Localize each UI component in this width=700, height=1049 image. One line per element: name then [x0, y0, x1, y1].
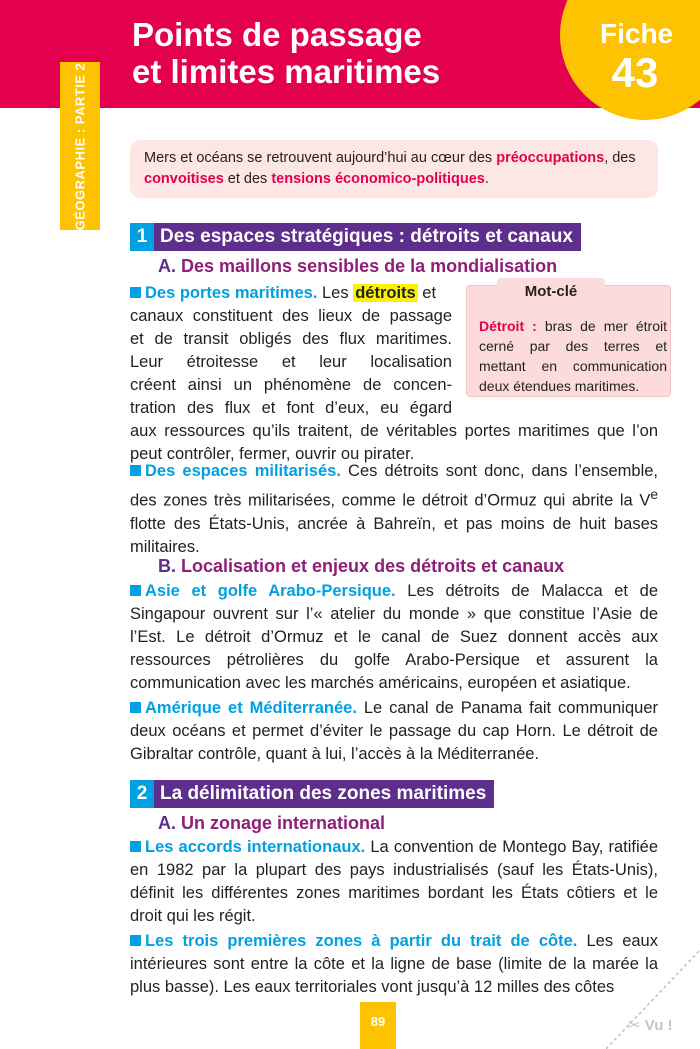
- paragraph-amerique-mediterranee: [130, 697, 658, 766]
- paragraph-lead: Asie et golfe Arabo-Persique.: [145, 582, 396, 600]
- paragraph-accords-internationaux: [130, 836, 658, 928]
- intro-text: et des: [223, 171, 272, 187]
- section-2-heading: [130, 780, 494, 808]
- title-line-1: Points de passage: [132, 16, 422, 53]
- paragraph-text: Ces détroits sont donc, dans l’ensemble, des zones très militarisées, comme le détroit d’Ormuz qui abrite la V: [130, 462, 658, 510]
- highlighted-term: détroits: [355, 284, 416, 302]
- title-line-2: et limites maritimes: [132, 53, 441, 90]
- paragraph-line: tration des flux et font d’eux, eu égard: [130, 399, 452, 417]
- paragraph-portes-maritimes-rest: aux ressources qu’ils traitent, de véritables portes maritimes que l’on peut contrôler, fermer, ouvrir ou pirater.: [130, 422, 658, 463]
- subsection-2a-heading: [158, 813, 385, 834]
- paragraph-text: et: [417, 284, 437, 302]
- paragraph-trois-zones: [130, 930, 658, 999]
- subsection-letter: A.: [158, 813, 176, 833]
- paragraph-line: canaux constituent des lieux de passage: [130, 307, 452, 325]
- keyword-box: [466, 285, 671, 397]
- subsection-1b-heading: [158, 556, 564, 577]
- section-1-heading: [130, 223, 581, 251]
- paragraph-lead: Les accords internationaux.: [145, 838, 366, 856]
- page-title: [132, 16, 440, 90]
- keyword-heading: Mot-clé: [497, 278, 605, 300]
- subsection-letter: B.: [158, 556, 176, 576]
- paragraph-portes-maritimes: [130, 282, 452, 420]
- section-title: Des espaces stratégiques : détroits et canaux: [160, 226, 573, 247]
- bullet-square-icon: [130, 585, 141, 596]
- subsection-title: Un zonage international: [181, 813, 386, 833]
- paragraph-text: La convention de Montego Bay, ratifiée en 1982 par la plupart des pays industrialisés (sauf les États-Unis), définit les différentes zones maritimes bordant les États côtiers et le droit qui les régit.: [130, 838, 658, 925]
- superscript: e: [650, 487, 658, 502]
- bullet-square-icon: [130, 935, 141, 946]
- intro-highlight: tensions économico-politiques: [271, 171, 485, 187]
- intro-text: Mers et océans se retrouvent aujourd’hui au cœur des: [144, 150, 497, 166]
- paragraph-asie-golfe: [130, 580, 658, 695]
- section-title: La délimitation des zones maritimes: [160, 783, 487, 804]
- paragraph-text: Les eaux intérieures sont entre la côte et la ligne de base (limite de la marée la plus basse). Les eaux territoriales vont jusqu’à 12 milles des côtes: [130, 932, 658, 996]
- subsection-title: Localisation et enjeux des détroits et canaux: [181, 556, 565, 576]
- bullet-square-icon: [130, 287, 141, 298]
- intro-text: , des: [604, 150, 636, 166]
- subsection-1a-heading: [158, 256, 557, 277]
- intro-highlight: préoccupations: [496, 150, 605, 166]
- paragraph-lead: Des portes maritimes.: [145, 284, 318, 302]
- paragraph-text: flotte des États-Unis, ancrée à Bahreïn, et pas moins de huit bases militaires.: [130, 514, 658, 556]
- section-number: 1: [130, 223, 154, 251]
- paragraph-line: créent ainsi un phénomène de concen-: [130, 376, 452, 394]
- intro-highlight: convoitises: [144, 171, 224, 187]
- keyword-definition: [479, 316, 667, 396]
- bullet-square-icon: [130, 841, 141, 852]
- paragraph-lead: Amérique et Méditerranée.: [145, 699, 357, 717]
- page-number: 89: [360, 1002, 396, 1049]
- paragraph-line: Leur étroitesse et leur localisation: [130, 353, 452, 371]
- keyword-text: bras de mer étroit cerné par des terres et mettant en communication deux étendues maritimes.: [479, 318, 667, 394]
- vu-label: Vu !: [644, 1017, 673, 1034]
- fiche-label: Fiche: [600, 18, 674, 49]
- bullet-square-icon: [130, 702, 141, 713]
- paragraph-lead: Des espaces militarisés.: [145, 462, 341, 480]
- paragraph-text: Le canal de Panama fait communiquer deux océans et permet d’éviter le passage du cap Horn. Le détroit de Gibraltar contrôle, quant à lui, l’accès à la Méditerranée.: [130, 699, 658, 763]
- side-tab: [60, 62, 100, 230]
- cut-line-decoration: [606, 950, 700, 1049]
- subsection-title: Des maillons sensibles de la mondialisation: [181, 256, 558, 276]
- subsection-letter: A.: [158, 256, 176, 276]
- paragraph-espaces-militarises: [130, 460, 658, 559]
- vu-check[interactable]: [628, 1016, 673, 1034]
- intro-box: [130, 140, 658, 198]
- paragraph-line: et de transit obligés des flux maritimes.: [130, 330, 452, 348]
- paragraph-text: Les: [317, 284, 354, 302]
- paragraph-text: Les détroits de Malacca et de Singapour ouvrent sur l’« atelier du monde » que constitue l’Asie de l’Est. Le détroit d’Ormuz et le canal de Suez donnent accès aux ressources pétrolières du golfe Arabo-Persique et assurent la communication avec les marchés américains, européen et asiatique.: [130, 582, 658, 692]
- keyword-term: Détroit :: [479, 318, 537, 334]
- side-tab-label: GÉOGRAPHIE : PARTIE 2: [72, 62, 88, 230]
- intro-text: .: [484, 171, 489, 187]
- bullet-square-icon: [130, 465, 141, 476]
- scissors-icon: ✂: [628, 1017, 641, 1034]
- section-number: 2: [130, 780, 154, 808]
- fiche-number: 43: [611, 49, 659, 96]
- paragraph-lead: Les trois premières zones à partir du trait de côte.: [145, 932, 578, 950]
